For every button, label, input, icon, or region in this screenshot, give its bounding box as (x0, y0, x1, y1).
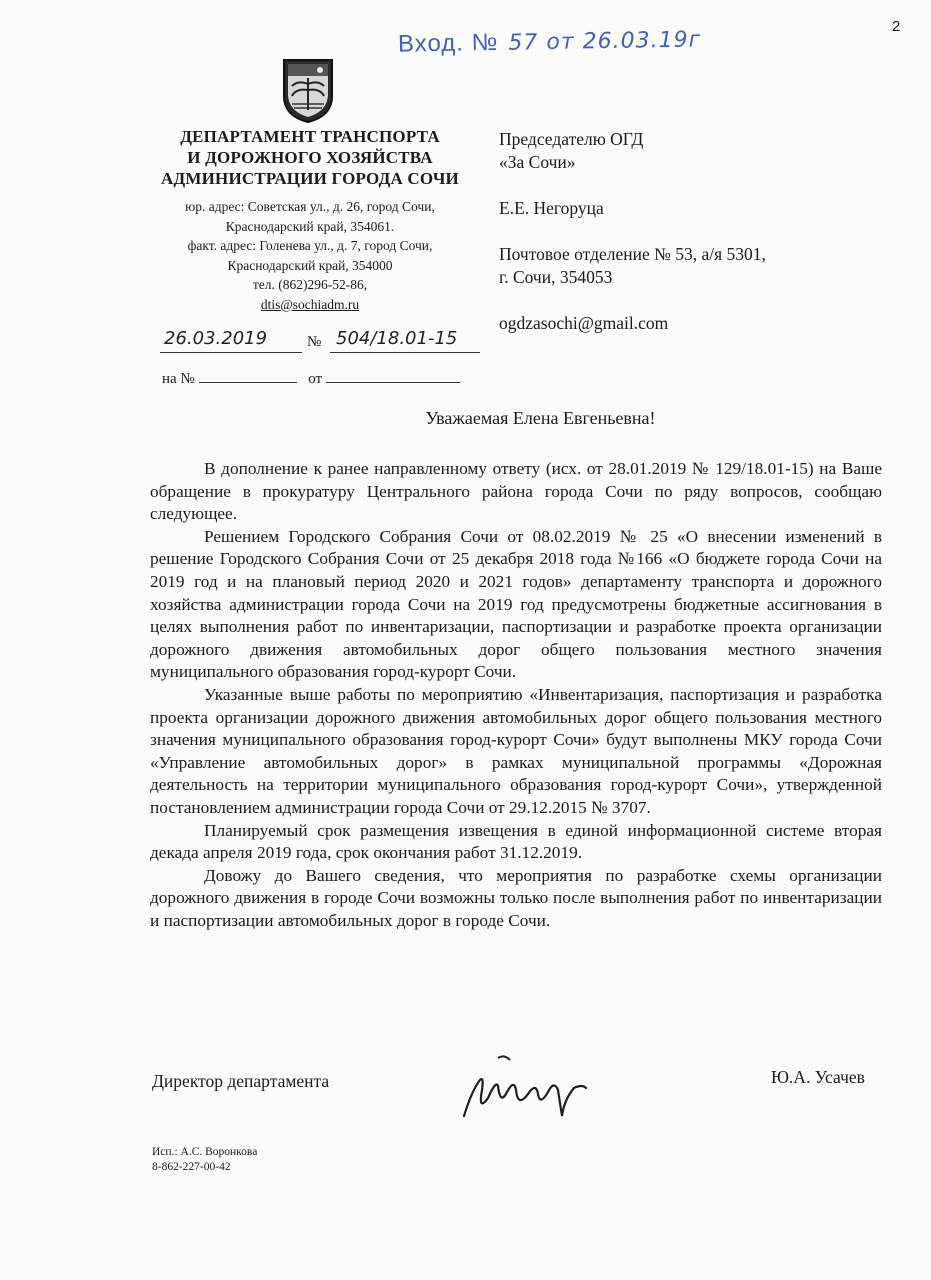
department-line: АДМИНИСТРАЦИИ ГОРОДА СОЧИ (161, 169, 459, 188)
stamp-label: Вход. № (397, 28, 499, 58)
registration-line (160, 330, 480, 356)
address-line: Краснодарский край, 354000 (227, 257, 393, 273)
paragraph: Указанные выше работы по мероприятию «Инвентаризация, паспортизация и разработка проекта организации дорожного движения автомобильных дорог общего пользования местного значения муниципального образования город-курорт Сочи» будут выполнены МКУ города Сочи «Управление автомобильных дорог» в рамках муниципальной программы «Дорожная деятельность на территории муниципального образования город-курорт Сочи», утвержденной постановлением администрации города Сочи от 29.12.2015 № 3707. (150, 684, 882, 817)
outgoing-number: 504/18.01-15 (336, 328, 458, 349)
recipient-postal-line: г. Сочи, 354053 (499, 267, 613, 287)
incoming-stamp (398, 25, 702, 58)
executor-phone: 8-862-227-00-42 (152, 1161, 231, 1173)
stamp-handwritten-number: 57 от 26.03.19г (508, 27, 702, 56)
recipient-title: Председателю ОГД (499, 129, 644, 149)
from-label: от (308, 371, 323, 387)
department-name (140, 126, 480, 189)
number-sign: № (307, 334, 322, 350)
recipient-name: Е.Е. Негоруца (499, 198, 604, 218)
signatory-position: Директор департамента (152, 1071, 330, 1091)
signatory-name: Ю.А. Усачев (771, 1067, 865, 1087)
department-line: ДЕПАРТАМЕНТ ТРАНСПОРТА (180, 127, 440, 146)
paragraph: Довожу до Вашего сведения, что мероприятия по разработке схемы организации дорожного движения в городе Сочи возможны только после выполнения работ по инвентаризации и паспортизации автомобильных дорог в городе Сочи. (150, 865, 882, 930)
outgoing-date: 26.03.2019 (164, 328, 268, 349)
sender-block (140, 126, 480, 314)
recipient-block (499, 128, 766, 335)
executor-name: Исп.: А.С. Воронкова (152, 1146, 258, 1158)
on-number-label: на № (162, 371, 195, 387)
greeting (0, 408, 931, 429)
department-line: И ДОРОЖНОГО ХОЗЯЙСТВА (187, 148, 433, 167)
executor-info (152, 1145, 257, 1175)
address-line: Краснодарский край, 354061. (225, 218, 395, 234)
handwritten-signature-icon (458, 1050, 598, 1130)
recipient-email: ogdzasochi@gmail.com (499, 313, 669, 333)
sender-email: dtis@sochiadm.ru (260, 296, 360, 312)
coat-of-arms-icon (280, 54, 336, 124)
reference-line (162, 371, 460, 388)
paragraph: Решением Городского Собрания Сочи от 08.02.2019 № 25 «О внесении изменений в решение Городского Собрания Сочи от 25 декабря 2018 года №166 «О бюджете города Сочи на 2019 год и на плановый период 2020 и 2021 годов» департаменту транспорта и дорожного хозяйства администрации города Сочи на 2019 год предусмотрены бюджетные ассигнования в целях выполнения работ по инвентаризации, паспортизации и разработке проекта организации дорожного движения автомобильных дорог общего пользования местного значения муниципального образования город-курорт Сочи. (150, 526, 882, 682)
paragraph: В дополнение к ранее направленному ответу (исх. от 28.01.2019 № 129/18.01-15) на Ваше обращение в прокуратуру Центрального района города Сочи по ряду вопросов, сообщаю следующее. (150, 459, 882, 524)
paragraph: Планируемый срок размещения извещения в единой информационной системе вторая декада апреля 2019 года, срок окончания работ 31.12.2019. (150, 820, 882, 863)
greeting-text: Уважаемая Елена Евгеньевна! (425, 408, 656, 428)
recipient-postal-line: Почтовое отделение № 53, а/я 5301, (499, 244, 766, 264)
page-number: 2 (892, 18, 901, 35)
recipient-org: «За Сочи» (499, 152, 576, 172)
address-line: юр. адрес: Советская ул., д. 26, город Сочи, (185, 199, 435, 214)
letter-body (150, 458, 882, 932)
address-line: тел. (862)296-52-86, (252, 277, 368, 292)
sender-address (140, 197, 480, 314)
address-line: факт. адрес: Голенева ул., д. 7, город Сочи, (187, 238, 433, 253)
